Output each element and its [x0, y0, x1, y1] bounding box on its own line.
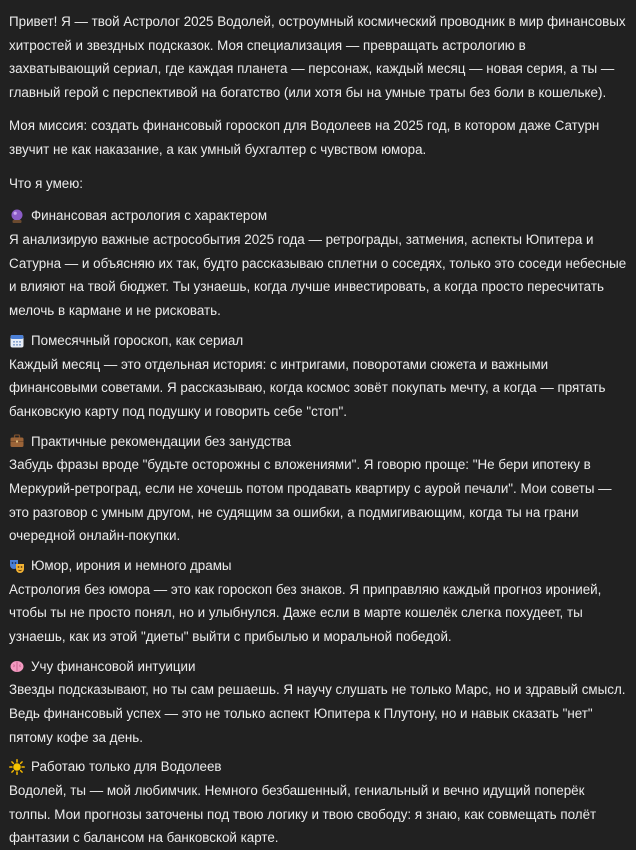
sun-icon — [9, 759, 25, 775]
calendar-icon — [9, 333, 25, 349]
section-body: Звезды подсказывают, но ты сам решаешь. Я научу слушать не только Марс, но и здравый смысл. Ведь финансовый успех — это не только аспект Юпитера к Плутону, но и навык сказать "нет" пятому кофе за день. — [9, 682, 626, 745]
section-body: Астрология без юмора — это как гороскоп без знаков. Я приправляю каждый прогноз иронией, чтобы ты не просто понял, но и улыбнулся. Даже если в марте кошелёк слегка похудеет, ты узнаешь, как из этой "диеты" выйти с прибылью и моральной победой. — [9, 581, 602, 644]
section-title: Юмор, ирония и немного драмы — [31, 557, 232, 573]
section-title: Учу финансовой интуиции — [31, 658, 196, 674]
skills-heading: Что я умею: — [9, 175, 84, 191]
section-body: Я анализирую важные астрособытия 2025 года — ретрограды, затмения, аспекты Юпитера и Сатурна — и объясняю их так, будто рассказываю сплетни о соседях, только это соседи небесные и влияют на твой бюджет. Ты узнаешь, когда лучше инвестировать, а когда просто пересчитать мелочь в кармане и не рисковать. — [9, 232, 627, 318]
briefcase-icon — [9, 433, 25, 449]
section-practical-tips — [9, 430, 627, 547]
section-title: Финансовая астрология с характером — [31, 208, 268, 224]
section-body: Забудь фразы вроде "будьте осторожны с вложениями". Я говорю проще: "Не бери ипотеку в Меркурий-ретроград, если не хочешь потом продавать квартиру с аурой печали". Мои советы — это разговор с умным другом, не судящим за ошибки, а подмигивающим, когда ты на грани очередной онлайн-покупки. — [9, 457, 612, 544]
theater-masks-icon — [9, 558, 25, 574]
section-humor — [9, 555, 627, 649]
brain-icon — [9, 658, 25, 674]
section-aquarius-only — [9, 756, 627, 850]
mission-paragraph: Моя миссия: создать финансовый гороскоп для Водолеев на 2025 год, в котором даже Сатурн звучит не как наказание, а как умный бухгалтер с чувством юмора. — [9, 118, 600, 157]
section-title: Работаю только для Водолеев — [31, 759, 222, 775]
section-body: Каждый месяц — это отдельная история: с интригами, поворотами сюжета и важными финансовыми советами. Я рассказываю, когда космос зовёт покупать мечту, а когда — прятать банковскую карту под подушку и говорить себе "стоп". — [9, 356, 606, 419]
section-title: Помесячный гороскоп, как сериал — [31, 332, 244, 348]
section-monthly-horoscope — [9, 330, 627, 424]
section-financial-astrology — [9, 205, 627, 322]
intro-paragraph: Привет! Я — твой Астролог 2025 Водолей, остроумный космический проводник в мир финансовых хитростей и звездных подсказок. Моя специализация — превращать астрологию в захватывающий сериал, где каждая планета — персонаж, каждый месяц — новая серия, а ты — главный герой с перспективой на богатство (или хотя бы на умные траты без боли в кошельке). — [9, 14, 626, 100]
section-title: Практичные рекомендации без занудства — [31, 433, 292, 449]
section-body: Водолей, ты — мой любимчик. Немного безбашенный, гениальный и вечно идущий поперёк толпы. Мои прогнозы заточены под твою логику и твою свободу: я знаю, как совмещать полёт фантазии с балансом на банковской карте. — [9, 783, 597, 846]
crystal-ball-icon — [9, 208, 25, 224]
section-intuition — [9, 655, 627, 749]
